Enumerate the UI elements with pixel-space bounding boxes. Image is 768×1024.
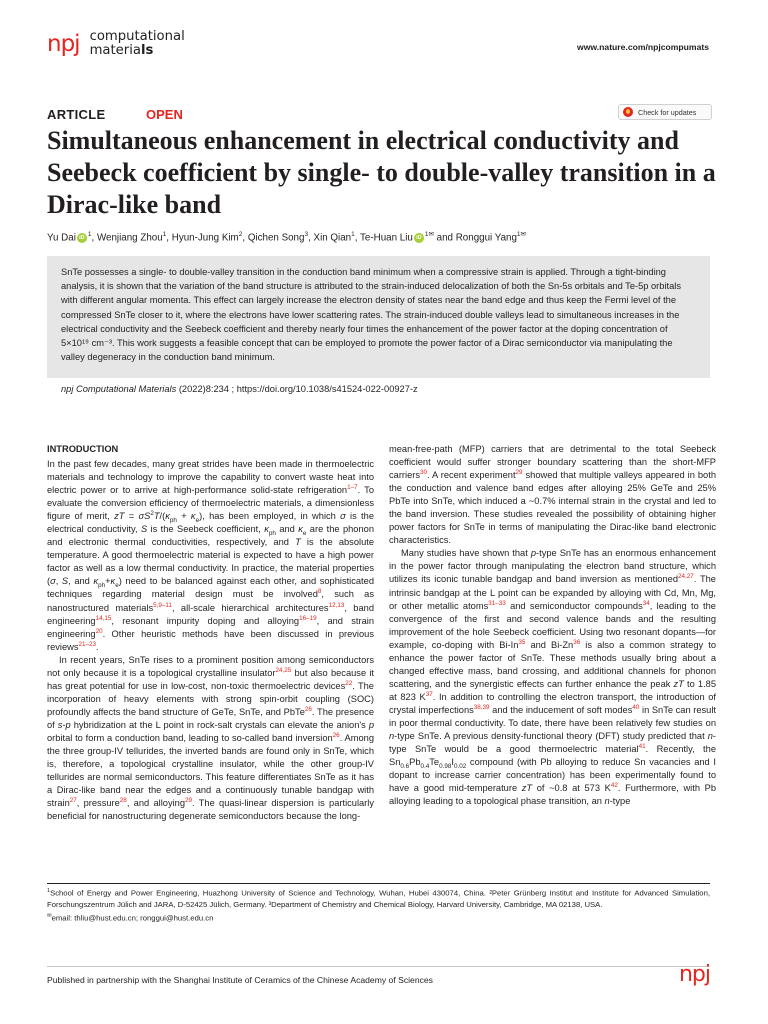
author-name[interactable]: Wenjiang Zhou <box>96 232 163 244</box>
author-and: and <box>433 232 456 244</box>
orcid-icon[interactable]: iD <box>414 233 424 243</box>
footnote-divider <box>47 883 710 884</box>
npj-footer-logo: npj <box>678 962 710 987</box>
footer-divider <box>47 966 710 967</box>
open-access-label: OPEN <box>146 107 183 122</box>
body-paragraph: In recent years, SnTe rises to a prominent position among semiconductors not only because it is a topological crystalline insulator$^{24,25}$ but also because it has great potential for use in low-cost, non-toxic thermoelectric devices$^{22}$. The incorporation of heavy elements with strong spin-orbit coupling (SOC) profoundly affects the band structure of GeTe, SnTe, and PbTe$^{26}$. The presence of s-p hybridization at the L point in rock-salt crystals can elevate the anion's p orbital to form a conduction band, leading to so-called band inversion$^{26}$. Among the three group-IV tellurides, the inverted bands are found only in SnTe, which is, therefore, a topological crystalline insulator, while the other group-IV tellurides are normal semiconductors. This feature differentiates SnTe as it has a Dirac-like band near the edges and a continuously tunable bandgap with strain$^{27}$, pressure$^{28}$, and alloying$^{29}$. The quasi-linear dispersion is particularly beneficial for nanostructuring degenerate semiconductors because the long- <box>47 654 374 822</box>
author-name[interactable]: Qichen Song <box>247 232 305 244</box>
body-column-left <box>47 443 374 823</box>
journal-name-line2: materials <box>89 43 154 58</box>
npj-logo-mark: npj <box>47 31 80 57</box>
abstract: SnTe possesses a single- to double-valley transition in the conduction band minimum when a compressive strain is applied. Through a tight-binding analysis, it is shown that the variation of the band structure is attributed to the strain-induced delocalization of both the Sn-5s orbitals and Te-5p orbitals with different angular momenta. This effect can largely increase the electron density of states near the band edge and thus keep the Fermi level of the compressed SnTe closer to it, where the electrons have lower scattering rates. The strain-induced double valleys lead to simultaneous increases in the electrical conductivity and the Seebeck coefficient and thereby nearly four times the enhancement of the power factor at the doping concentration of 5×10¹⁹ cm⁻³. This work suggests a feasible concept that can be employed to promote the power factor of a Dirac semiconductor via manipulating the valley degeneracy in the conduction band minimum. <box>47 256 710 378</box>
crossmark-icon <box>623 107 633 117</box>
orcid-icon[interactable]: iD <box>77 233 87 243</box>
article-title: Simultaneous enhancement in electrical conductivity and Seebeck coefficient by single- to double-valley transition in a Dirac-like band <box>47 126 716 219</box>
body-paragraph: Many studies have shown that p-type SnTe has an enormous enhancement in the power factor through manipulating the electron band structure, which utilizes its iconic tunable bandgap and band inversion as mentioned$^{24,27}$. The intrinsic bandgap at the L point can be expanded by alloying with Cd, Mn, Mg, or other metallic atoms$^{31-33}$ and semiconductor compounds$^{34}$, leading to the convergence of the first and second valence bands and the resulting improvement of the hole Seebeck coefficient. Using two resonant dopants—for example, co-doping with Bi-In$^{35}$ and Bi-Zn$^{36}$ is also a common strategy to enhance the power factor of SnTe. These methods usually bring about a changed effective mass, band crossing, and additional channels for phonon scattering, and the synergistic effects can further enhance the peak zT to 1.85 at 823 $K^{37}$. In addition to controlling the electron transport, the introduction of crystal imperfections$^{38,39}$ and the inducement of soft modes$^{40}$ in SnTe can result in poor thermal conductivity. To date, there have been relatively few studies on n-type SnTe. A previous density-functional theory (DFT) study predicted that n-type SnTe would be a good thermoelectric material$^{41}$. Recently, the $Sn_{0.6}Pb_{0.4}Te_{0.98}I_{0.02}$ compound (with Pb alloying to reduce Sn vacancies and I dopant to increase carrier concentration) has been experimentally found to have a good mid-temperature zT of ~0.8 at 573 $K^{42}$. Furthermore, with Pb alloying leading to a topological phase transition, an n-type <box>389 548 717 807</box>
body-column-right <box>389 443 716 808</box>
author-name[interactable]: Hyun-Jung Kim <box>171 232 239 244</box>
section-heading-introduction: INTRODUCTION <box>47 444 119 454</box>
affiliations-footnote: $^1$School of Energy and Power Engineering, Huazhong University of Science and Technology, Wuhan, Hubei 430074, China. ²Peter Grünberg Institut and Institute for Advanced Simulation, Forschungszentrum Jülich and JARA, D-52425 Jülich, Germany. ³Department of Chemistry and Chemical Biology, Harvard University, Cambridge, MA 02138, USA. ✉email: thliu@hust.edu.cn; ronggui@hust.edu.cn <box>47 888 710 923</box>
journal-logo[interactable] <box>47 30 185 58</box>
email-text[interactable]: email: thliu@hust.edu.cn; ronggui@hust.edu.cn <box>51 913 214 923</box>
author-affiliation: 3 <box>304 231 309 238</box>
author-affiliation: 2 <box>238 231 243 238</box>
article-citation[interactable] <box>61 384 418 394</box>
check-for-updates-label: Check for updates <box>638 107 697 117</box>
journal-name-line1: computational <box>89 29 185 44</box>
body-paragraph: In the past few decades, many great strides have been made in thermoelectric materials and technology to improve the capability to convert waste heat into electric power or to arrive at high-performance solid-state refrigeration$^{1-7}$. To evaluate the conversion efficiency of thermoelectric materials, a dimensionless figure of merit, zT = $\sigma S^2T/(\kappa_{ph} + \kappa_e)$, has been employed, in which σ is the electrical conductivity, S is the Seebeck coefficient, $\kappa_{ph}$ and $\kappa_e$ are the phonon and electronic thermal conductivities, respectively, and T is the absolute temperature. A good thermoelectric material is expected to have a high power factor as well as a low thermal conductivity. In practice, the material properties (σ, S, and $\kappa_{ph}+\kappa_e$) need to be balanced against each other, and sophisticated techniques regarding material design must be involved$^8$, such as nanostructured materials$^{5,9-11}$, all-scale hierarchical architectures$^{12,13}$, band engineering$^{14,15}$, resonant impurity doping and alloying$^{16-19}$, and strain engineering$^{20}$. Other heuristic methods have been discussed in previous reviews$^{21-23}$. <box>47 459 374 652</box>
author-affiliation: 1 <box>87 231 92 238</box>
journal-name <box>90 30 185 58</box>
author-affiliation: 1✉ <box>516 231 526 238</box>
affiliations-text: School of Energy and Power Engineering, Huazhong University of Science and Technology, Wuhan, Hubei 430074, China. ²Peter Grünberg Institut and Institute for Advanced Simulation, Forschungszentrum Jülich and JARA, D-52425 Jülich, Germany. ³Department of Chemistry and Chemical Biology, Harvard University, Cambridge, MA 02138, USA. <box>47 888 710 910</box>
author-name[interactable]: Te-Huan Liu <box>360 232 413 244</box>
check-for-updates-button[interactable] <box>618 104 712 120</box>
author-affiliation: 1 <box>351 231 355 238</box>
author-affiliation: 1 <box>162 231 167 238</box>
author-name[interactable]: Xin Qian <box>313 232 352 244</box>
citation-doi: (2022)8:234 ; https://doi.org/10.1038/s41524-022-00927-z <box>176 384 418 394</box>
article-type-label: ARTICLE <box>47 107 106 122</box>
author-affiliation: 1✉ <box>424 231 434 238</box>
body-paragraph: mean-free-path (MFP) carriers that are detrimental to the total Seebeck coefficient would suffer stronger boundary scattering than the short-MFP carriers$^{30}$. A recent experiment$^{29}$ showed that multiple valleys appeared in both the conduction and valence band edges after alloying 25% GeTe and 25% PbTe into SnTe, which induced a ~0.7% internal strain in the crystal and led to the band inversion. These studies revealed the possibility of obtaining higher power factors for SnTe in terms of manipulating the Dirac-like band electronic characteristics. <box>389 444 716 546</box>
citation-journal: npj Computational Materials <box>61 384 177 394</box>
author-list: Yu Dai iD $^1$, Wenjiang Zhou$^1$, Hyun-Jung Kim$^2$, Qichen Song$^3$, Xin Qian$^1$, Te-Huan Liu iD $^{1✉}$ and Ronggui Yang$^{1✉}$ <box>47 231 526 244</box>
author-name[interactable]: Yu Dai <box>47 232 76 244</box>
publisher-note: Published in partnership with the Shanghai Institute of Ceramics of the Chinese Academy of Sciences <box>47 975 433 985</box>
site-url-link[interactable]: www.nature.com/npjcompumats <box>577 42 709 52</box>
author-name[interactable]: Ronggui Yang <box>455 232 517 244</box>
